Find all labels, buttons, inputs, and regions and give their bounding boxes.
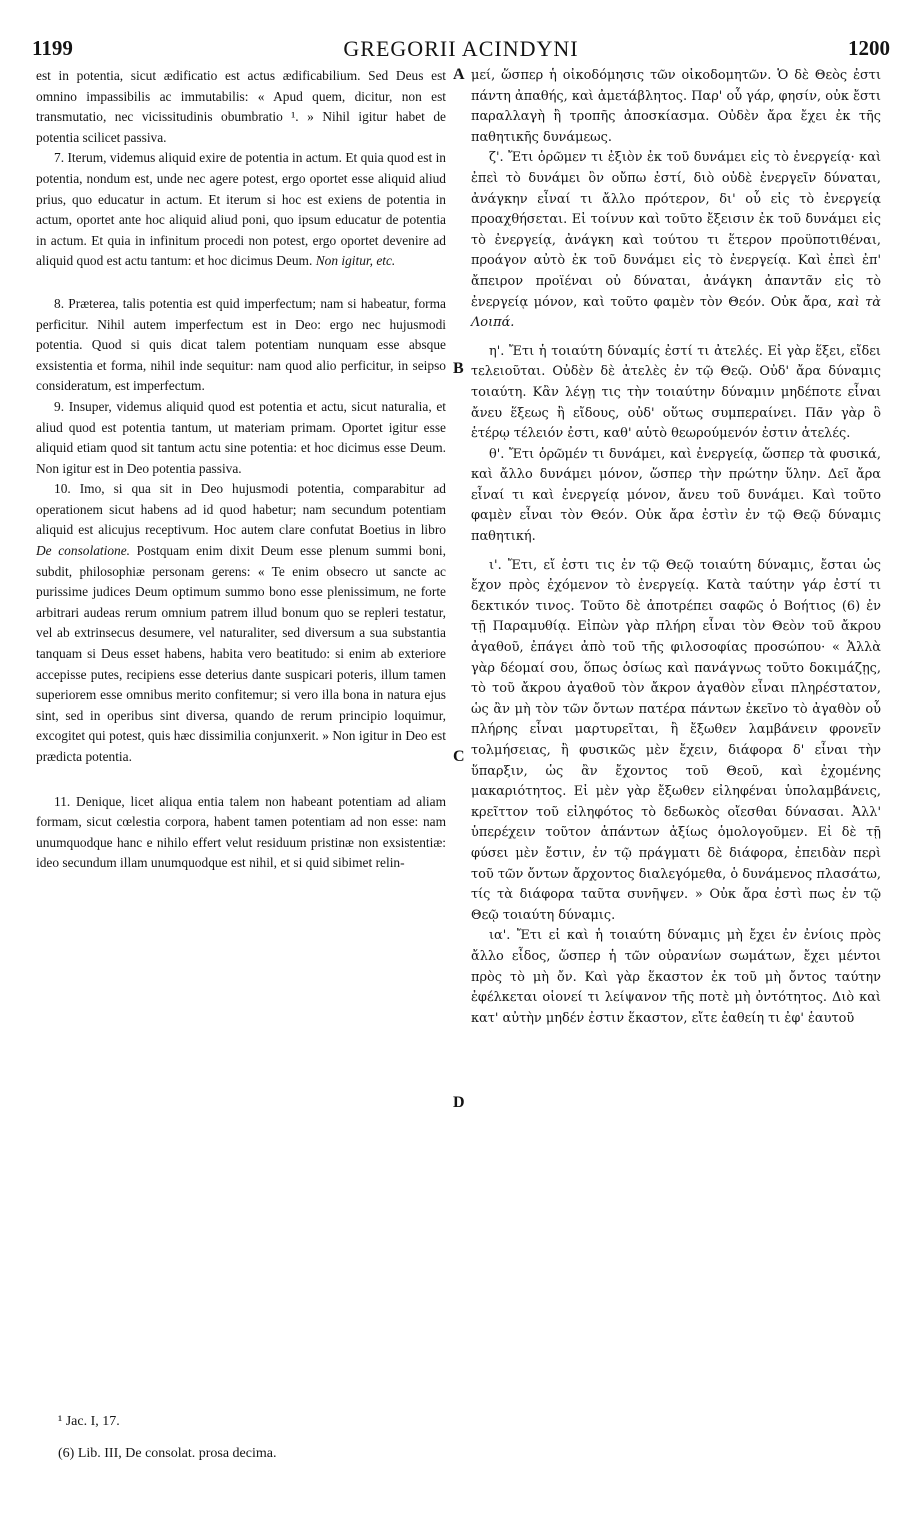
- page-number-right: 1200: [848, 36, 890, 60]
- latin-paragraph: 7. Iterum, videmus aliquid exire de potentia in actum. Et quia quod est in potentia, nondum est, unde nec agere potest, ergo oportet esse aliquid aliud prius, quo educatur in actum. Et iterum si hoc est exiens de potentia in actum, oportet ante hoc aliquid aliud poni, quo ipsum educatur de potentia in actum. Et quia in infinitum procedi non potest, ergo oportet devenire ad aliquid quod est actu tantum: et hoc dicimus Deum. Non igitur, etc.: [36, 150, 446, 269]
- margin-marker-a: A: [453, 66, 465, 83]
- greek-paragraph: μεί, ὥσπερ ἡ οἰκοδόμησις τῶν οἰκοδομητῶν. Ὁ δὲ Θεὸς ἐστι πάντη ἀπαθής, καὶ ἀμετάβλητος. Παρ' οὗ γάρ, φησίν, οὐκ ἔστι παραλλαγὴ ἢ τροπῆς ἀποσκίασμα. Οὐδὲν ἄρα ἔχει ἐκ τῆς παθητικῆς δυνάμεως.: [471, 68, 881, 145]
- page-number-left: 1199: [32, 36, 73, 60]
- latin-paragraph: 9. Insuper, videmus aliquid quod est potentia et actu, sicut naturalia, et aliud quod est potentia tantum, ut materiam primam. Oportet igitur esse aliquid etiam quod sit tantum actu sine potentia: et hoc dicimus esse Deum. Non igitur est in Deo potentia passiva.: [36, 398, 446, 476]
- margin-marker-b: B: [453, 360, 464, 377]
- greek-paragraph: θ'. Ἔτι ὁρῶμέν τι δυνάμει, καὶ ἐνεργείᾳ, ὥσπερ τὰ φυσικά, καὶ ἄλλο δυνάμει μόνον, ὥσπερ τὴν πρώτην ὕλην. Δεῖ ἄρα εἶναί τι καὶ ἐνεργείᾳ μόνον, ἄνευ τοῦ δυνάμει. Καὶ τοῦτο φαμὲν εἶναι τὸν Θεόν. Οὐκ ἄρα ἐστὶν ἐν τῷ Θεῷ δύναμις παθητική.: [471, 446, 881, 545]
- greek-paragraph: ια'. Ἔτι εἰ καὶ ἡ τοιαύτη δύναμις μὴ ἔχει ἐν ἐνίοις πρὸς ἄλλο εἶδος, ὥσπερ ἡ τῶν οὐρανίων σωμάτων, ἔχει μέντοι πρὸς τὸ μὴ ὄν. Καὶ γὰρ ἕκαστον ἐκ τοῦ μὴ ὄντος ταύτην ἐφέλκεται οἱονεί τι λείψανον τῆς ποτὲ μὴ ὀντότητος. Διὸ καὶ κατ' αὐτὴν μηδέν ἐστιν ἕκαστον, εἴτε ἐαθείη τι ἐφ' ἑαυτοῦ: [471, 928, 881, 1026]
- greek-paragraph: ζ'. Ἔτι ὁρῶμεν τι ἐξιὸν ἐκ τοῦ δυνάμει εἰς τὸ ἐνεργείᾳ· καὶ ἐπεὶ τὸ δυνάμει ὂν οὔπω ἐστί, διὸ οὐδὲ ἐνεργεῖν δύναται, ἀνάγκην εἶναί τι ἄλλο πρότερον, δι' οὗ εἰς τὸ ἐνεργείᾳ προαχθήσεται. Εἰ τοίνυν καὶ τοῦτο ἔξεισιν ἐκ τοῦ δυνάμει εἰς τὸ ἐνεργείᾳ, ἀνάγκη καὶ τούτου τι ἕτερον προϋποτιθέναι, προάγον αὐτὸ ἐκ τοῦ δυνάμει εἰς τὸ ἐνεργείᾳ. Καὶ ἐπεὶ ἐπ' ἄπειρον προϊέναι οὐ δύναται, ἀνάγκη ἀπαντᾶν εἰς τὸ ἐνεργείᾳ μόνον, καὶ τοῦτο φαμὲν τὸν Θεόν. Οὐκ ἄρα, καὶ τὰ Λοιπά.: [471, 150, 881, 331]
- latin-column: [36, 66, 446, 874]
- latin-paragraph: 8. Præterea, talis potentia est quid imperfectum; nam si habeatur, forma perficitur. Nihil autem imperfectum est in Deo: ergo nec hujusmodi potentia. Quod si quis dicat talem potentiam nunquam esse absque exsistentia et forma, nihil inde sequitur: nam quod alio perficitur, in seipso consideratum, est imperfectum.: [36, 295, 446, 394]
- footnote: ¹ Jac. I, 17.: [58, 1414, 120, 1429]
- latin-paragraph: est in potentia, sicut ædificatio est actus ædificabilium. Sed Deus est omnino impassibilis ac immutabilis: « Apud quem, dicitur, non est transmutatio, nec vicissitudinis obumbratio ¹. » Nihil igitur habet de potentia scilicet passiva.: [36, 68, 446, 145]
- footnote: (6) Lib. III, De consolat. prosa decima.: [58, 1446, 277, 1461]
- latin-paragraph: 11. Denique, licet aliqua entia talem non habeant potentiam ad aliam formam, sicut cœlestia corpora, habent tamen potentiam ad non esse: nam unumquodque hanc e nihilo effert velut residuum pristinæ non exsistentiæ: ideo secundum illam unumquodque est nihil, et si quid sibimet relin-: [36, 793, 446, 871]
- page-header: [32, 36, 890, 66]
- running-title: GREGORII ACINDYNI: [343, 36, 579, 61]
- footnotes: [58, 1412, 438, 1476]
- greek-column: [471, 66, 881, 1029]
- latin-paragraph: 10. Imo, si qua sit in Deo hujusmodi potentia, comparabitur ad operationem sicut habens ad id quod habetur; nam secundum potentiam aliquid est alicujus receptivum. Hoc autem clare confutat Boetius in libro De consolatione. Postquam enim dixit Deum esse plenum summi boni, subdit, philosophiæ personam gerens: « Te enim obsecro ut sancte ac purissime judices Deum optimum summo bono esse plenissimum, ne forte arbitrari audeas rerum omnium patrem illud bonum quo se repleri testatur, vel ab extrinsecus desumere, vel naturaliter, sed diversum a sua substantia tanquam si Deus esset habens, habita vero beatitudo: si enim ab exteriore accepisse putes, recipiens esse deterius dante suspicari poteris, illum tamen superiorem esse omnibus merito confitemur; si vero illa bona in natura ejus sint, sed in operibus sint diversa, quando de rerum principio loquimur, excogitet qui potest, quis hæc dissimilia conjunxerit. » Non igitur in Deo est prædicta potentia.: [36, 481, 446, 764]
- greek-paragraph: η'. Ἔτι ἡ τοιαύτη δύναμίς ἐστί τι ἀτελές. Εἰ γὰρ ἕξει, εἴδει τελειοῦται. Οὐδὲν δὲ ἀτελὲς ἐν τῷ Θεῷ. Οὐδ' ἄρα δύναμις τοιαύτη. Κἂν λέγῃ τις τὴν τοιαύτην δύναμιν μηδέποτε εἶναι ἄνευ ἕξεως ἢ εἴδους, οὐδ' οὕτως συμπεραίνει. Πᾶν γὰρ ὃ ἑτέρῳ τέλειόν ἐστι, καθ' αὑτὸ θεωρούμενόν ἐστιν ἀτελές.: [471, 343, 881, 442]
- greek-paragraph: ι'. Ἔτι, εἴ ἐστι τις ἐν τῷ Θεῷ τοιαύτη δύναμις, ἔσται ὡς ἔχον πρὸς ἐχόμενον τὸ ἐνεργείᾳ. Κατὰ ταύτην γάρ ἐστί τι δεκτικόν τινος. Τοῦτο δὲ ἀποτρέπει σαφῶς ὁ Βοήτιος (6) ἐν τῇ Παραμυθίᾳ. Εἰπὼν γὰρ πλήρη εἶναι τὸν Θεὸν τοῦ ἄκρου ἀγαθοῦ, ἐπάγει ἀπὸ τοῦ τῆς φιλοσοφίας προσώπου· « Ἀλλὰ γὰρ δέομαί σου, ὅπως ὁσίως καὶ πανάγνως τοῦτο δοκιμάζῃς, τὸ τοῦ ἄκρου ἀγαθοῦ τὸν ἄκρον ἀγαθὸν εἶναι πληρέστατον, ὡς ἂν μὴ τὸν τῶν ὄντων πατέρα πάντων ἐκεῖνο τὸ ἀγαθὸν οὗ πλήρης εἶναι μαρτυρεῖται, ἢ ἔξωθεν λαμβάνειν φρονεῖν τολμήσειας, ἢ φυσικῶς μὲν ἔχειν, διάφορα δ' εἶναι τὴν ὕπαρξιν, ὡς ἂν ἔχοντος τοῦ Θεοῦ, καὶ ἐχομένης μακαριότητος. Εἰ μὲν γὰρ ἔξωθεν εἰληφέναι ὑπολαμβάνεις, κρεῖττον τοῦ εἰληφότος τὸ δεδωκὸς οἴεσθαι δύνασαι. Ἀλλ' ὑπερέχειν τοῦτον ἁπάντων ἀξίως ὁμολογοῦμεν. Εἰ δὲ τῇ φύσει μὲν ἔστιν, ἐν τῷ πράγματι δὲ διάφορα, ἐπειδὰν περὶ τοῦ τῶν ὄντων ἄρχοντος διαλεγόμεθα, ὁ δυνάμενος πλασάτω, τίς τὰ διάφορα ταῦτα συνῆψεν. » Οὐκ ἄρα ἐστὶ πως ἐν τῷ Θεῷ τοιαύτη δύναμις.: [471, 557, 881, 923]
- margin-marker-c: C: [453, 748, 465, 765]
- margin-marker-d: D: [453, 1094, 465, 1111]
